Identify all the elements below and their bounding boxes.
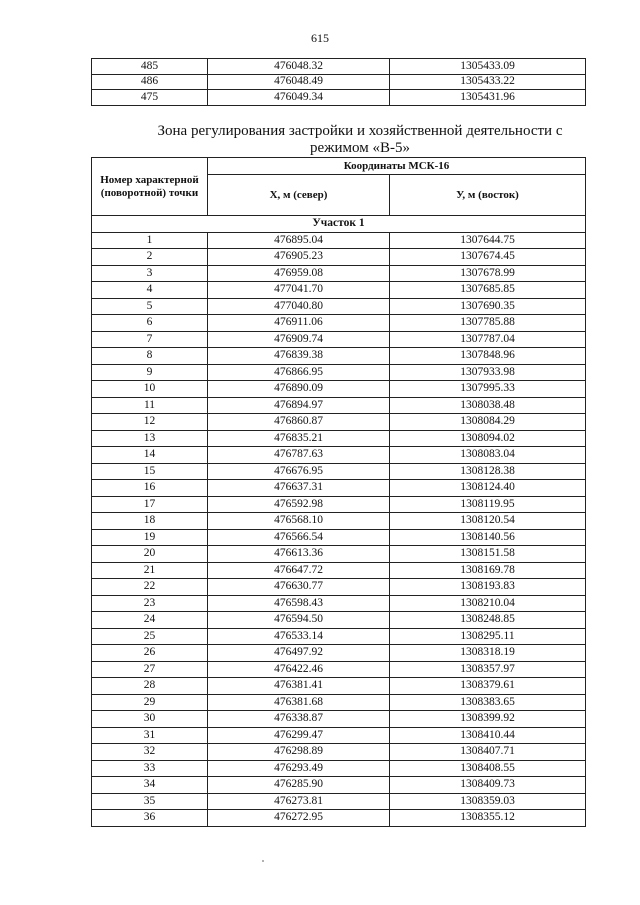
- table-row: [92, 562, 586, 579]
- point-number-cell: 7: [92, 331, 208, 348]
- point-number-cell: 28: [92, 678, 208, 695]
- table-row: [92, 760, 586, 777]
- x-coordinate-cell: 476890.09: [208, 381, 390, 398]
- point-number-cell: 16: [92, 480, 208, 497]
- section-label: Участок 1: [92, 216, 586, 233]
- x-coordinate-cell: 476048.32: [208, 59, 390, 75]
- point-number-cell: 24: [92, 612, 208, 629]
- x-coordinate-cell: 477041.70: [208, 282, 390, 299]
- point-number-cell: 22: [92, 579, 208, 596]
- y-coordinate-cell: 1308295.11: [390, 628, 586, 645]
- point-number-cell: 34: [92, 777, 208, 794]
- y-coordinate-cell: 1307785.88: [390, 315, 586, 332]
- x-coordinate-cell: 476594.50: [208, 612, 390, 629]
- table-row: [92, 777, 586, 794]
- table-row: [92, 546, 586, 563]
- y-coordinate-cell: 1308151.58: [390, 546, 586, 563]
- point-number-cell: 17: [92, 496, 208, 513]
- table-row: [92, 232, 586, 249]
- table-row: [92, 628, 586, 645]
- x-coordinate-cell: 476568.10: [208, 513, 390, 530]
- table-row: [92, 661, 586, 678]
- table-row: [92, 397, 586, 414]
- point-number-cell: 35: [92, 793, 208, 810]
- coordinates-table: [91, 157, 586, 827]
- point-number-cell: 19: [92, 529, 208, 546]
- x-coordinate-cell: 476566.54: [208, 529, 390, 546]
- point-number-cell: 29: [92, 694, 208, 711]
- y-coordinate-cell: 1308210.04: [390, 595, 586, 612]
- y-coordinate-cell: 1305433.09: [390, 59, 586, 75]
- table-row: [92, 74, 586, 90]
- x-coordinate-cell: 476630.77: [208, 579, 390, 596]
- point-number-cell: 4: [92, 282, 208, 299]
- table-row: [92, 727, 586, 744]
- x-coordinate-cell: 476533.14: [208, 628, 390, 645]
- y-coordinate-cell: 1308140.56: [390, 529, 586, 546]
- y-coordinate-cell: 1308038.48: [390, 397, 586, 414]
- x-coordinate-cell: 476787.63: [208, 447, 390, 464]
- x-coordinate-cell: 476866.95: [208, 364, 390, 381]
- y-coordinate-cell: 1308083.04: [390, 447, 586, 464]
- x-coordinate-cell: 476895.04: [208, 232, 390, 249]
- x-coordinate-cell: 476272.95: [208, 810, 390, 827]
- table-row: [92, 364, 586, 381]
- point-number-cell: 13: [92, 430, 208, 447]
- y-coordinate-cell: 1308407.71: [390, 744, 586, 761]
- y-coordinate-cell: 1307787.04: [390, 331, 586, 348]
- table-row: [92, 529, 586, 546]
- y-coordinate-cell: 1305433.22: [390, 74, 586, 90]
- x-coordinate-cell: 476905.23: [208, 249, 390, 266]
- x-coordinate-cell: 476497.92: [208, 645, 390, 662]
- x-coordinate-cell: 477040.80: [208, 298, 390, 315]
- x-coordinate-cell: 476592.98: [208, 496, 390, 513]
- table-row: [92, 711, 586, 728]
- header-point-number: Номер характерной (поворотной) точки: [92, 158, 208, 216]
- y-coordinate-cell: 1308128.38: [390, 463, 586, 480]
- x-coordinate-cell: 476273.81: [208, 793, 390, 810]
- section-row: [92, 216, 586, 233]
- point-number-cell: 1: [92, 232, 208, 249]
- table-row: [92, 678, 586, 695]
- y-coordinate-cell: 1307685.85: [390, 282, 586, 299]
- table-row: [92, 513, 586, 530]
- point-number-cell: 8: [92, 348, 208, 365]
- table-row: [92, 331, 586, 348]
- table-row: [92, 793, 586, 810]
- x-coordinate-cell: 476911.06: [208, 315, 390, 332]
- y-coordinate-cell: 1308124.40: [390, 480, 586, 497]
- point-number-cell: 32: [92, 744, 208, 761]
- point-number-cell: 486: [92, 74, 208, 90]
- table-row: [92, 694, 586, 711]
- y-coordinate-cell: 1307848.96: [390, 348, 586, 365]
- y-coordinate-cell: 1308094.02: [390, 430, 586, 447]
- table-row: [92, 414, 586, 431]
- point-number-cell: 2: [92, 249, 208, 266]
- point-number-cell: 20: [92, 546, 208, 563]
- x-coordinate-cell: 476835.21: [208, 430, 390, 447]
- x-coordinate-cell: 476613.36: [208, 546, 390, 563]
- y-coordinate-cell: 1308119.95: [390, 496, 586, 513]
- point-number-cell: 14: [92, 447, 208, 464]
- continuation-table-body: [92, 59, 586, 106]
- point-number-cell: 23: [92, 595, 208, 612]
- y-coordinate-cell: 1307690.35: [390, 298, 586, 315]
- x-coordinate-cell: 476298.89: [208, 744, 390, 761]
- table-row: [92, 90, 586, 106]
- y-coordinate-cell: 1308409.73: [390, 777, 586, 794]
- y-coordinate-cell: 1308248.85: [390, 612, 586, 629]
- table-row: [92, 480, 586, 497]
- y-coordinate-cell: 1308383.65: [390, 694, 586, 711]
- y-coordinate-cell: 1308169.78: [390, 562, 586, 579]
- y-coordinate-cell: 1307995.33: [390, 381, 586, 398]
- table-row: [92, 381, 586, 398]
- table-row: [92, 282, 586, 299]
- table-row: [92, 612, 586, 629]
- point-number-cell: 10: [92, 381, 208, 398]
- x-coordinate-cell: 476285.90: [208, 777, 390, 794]
- point-number-cell: 12: [92, 414, 208, 431]
- x-coordinate-cell: 476048.49: [208, 74, 390, 90]
- point-number-cell: 25: [92, 628, 208, 645]
- y-coordinate-cell: 1308379.61: [390, 678, 586, 695]
- y-coordinate-cell: 1308408.55: [390, 760, 586, 777]
- x-coordinate-cell: 476381.68: [208, 694, 390, 711]
- point-number-cell: 33: [92, 760, 208, 777]
- x-coordinate-cell: 476293.49: [208, 760, 390, 777]
- y-coordinate-cell: 1308399.92: [390, 711, 586, 728]
- x-coordinate-cell: 476909.74: [208, 331, 390, 348]
- y-coordinate-cell: 1307933.98: [390, 364, 586, 381]
- scan-speck: [262, 860, 264, 862]
- table-row: [92, 744, 586, 761]
- x-coordinate-cell: 476381.41: [208, 678, 390, 695]
- point-number-cell: 3: [92, 265, 208, 282]
- x-coordinate-cell: 476598.43: [208, 595, 390, 612]
- y-coordinate-cell: 1308410.44: [390, 727, 586, 744]
- header-y: У, м (восток): [390, 175, 586, 216]
- y-coordinate-cell: 1308084.29: [390, 414, 586, 431]
- point-number-cell: 9: [92, 364, 208, 381]
- y-coordinate-cell: 1308359.03: [390, 793, 586, 810]
- table-row: [92, 249, 586, 266]
- point-number-cell: 5: [92, 298, 208, 315]
- point-number-cell: 15: [92, 463, 208, 480]
- table-row: [92, 810, 586, 827]
- zone-title: Зона регулирования застройки и хозяйственной деятельности с режимом «В-5»: [157, 123, 563, 156]
- table-row: [92, 265, 586, 282]
- table-row: [92, 645, 586, 662]
- table-row: [92, 447, 586, 464]
- table-row: [92, 430, 586, 447]
- x-coordinate-cell: 476894.97: [208, 397, 390, 414]
- y-coordinate-cell: 1308355.12: [390, 810, 586, 827]
- y-coordinate-cell: 1308120.54: [390, 513, 586, 530]
- x-coordinate-cell: 476422.46: [208, 661, 390, 678]
- point-number-cell: 6: [92, 315, 208, 332]
- x-coordinate-cell: 476676.95: [208, 463, 390, 480]
- table-row: [92, 496, 586, 513]
- y-coordinate-cell: 1308357.97: [390, 661, 586, 678]
- table-row: [92, 315, 586, 332]
- y-coordinate-cell: 1307674.45: [390, 249, 586, 266]
- coordinates-table-body: [92, 216, 586, 827]
- x-coordinate-cell: 476839.38: [208, 348, 390, 365]
- point-number-cell: 475: [92, 90, 208, 106]
- header-x: Х, м (север): [208, 175, 390, 216]
- table-row: [92, 59, 586, 75]
- point-number-cell: 485: [92, 59, 208, 75]
- table-row: [92, 463, 586, 480]
- table-row: [92, 595, 586, 612]
- point-number-cell: 11: [92, 397, 208, 414]
- point-number-cell: 27: [92, 661, 208, 678]
- y-coordinate-cell: 1305431.96: [390, 90, 586, 106]
- x-coordinate-cell: 476959.08: [208, 265, 390, 282]
- point-number-cell: 21: [92, 562, 208, 579]
- page-number: 615: [311, 31, 329, 45]
- x-coordinate-cell: 476860.87: [208, 414, 390, 431]
- point-number-cell: 18: [92, 513, 208, 530]
- y-coordinate-cell: 1308193.83: [390, 579, 586, 596]
- x-coordinate-cell: 476299.47: [208, 727, 390, 744]
- y-coordinate-cell: 1307678.99: [390, 265, 586, 282]
- table-row: [92, 579, 586, 596]
- y-coordinate-cell: 1308318.19: [390, 645, 586, 662]
- x-coordinate-cell: 476049.34: [208, 90, 390, 106]
- point-number-cell: 31: [92, 727, 208, 744]
- x-coordinate-cell: 476338.87: [208, 711, 390, 728]
- header-coordinates: Координаты МСК-16: [208, 158, 586, 175]
- y-coordinate-cell: 1307644.75: [390, 232, 586, 249]
- x-coordinate-cell: 476637.31: [208, 480, 390, 497]
- x-coordinate-cell: 476647.72: [208, 562, 390, 579]
- table-row: [92, 348, 586, 365]
- table-row: [92, 298, 586, 315]
- point-number-cell: 26: [92, 645, 208, 662]
- point-number-cell: 36: [92, 810, 208, 827]
- continuation-table: [91, 58, 586, 106]
- point-number-cell: 30: [92, 711, 208, 728]
